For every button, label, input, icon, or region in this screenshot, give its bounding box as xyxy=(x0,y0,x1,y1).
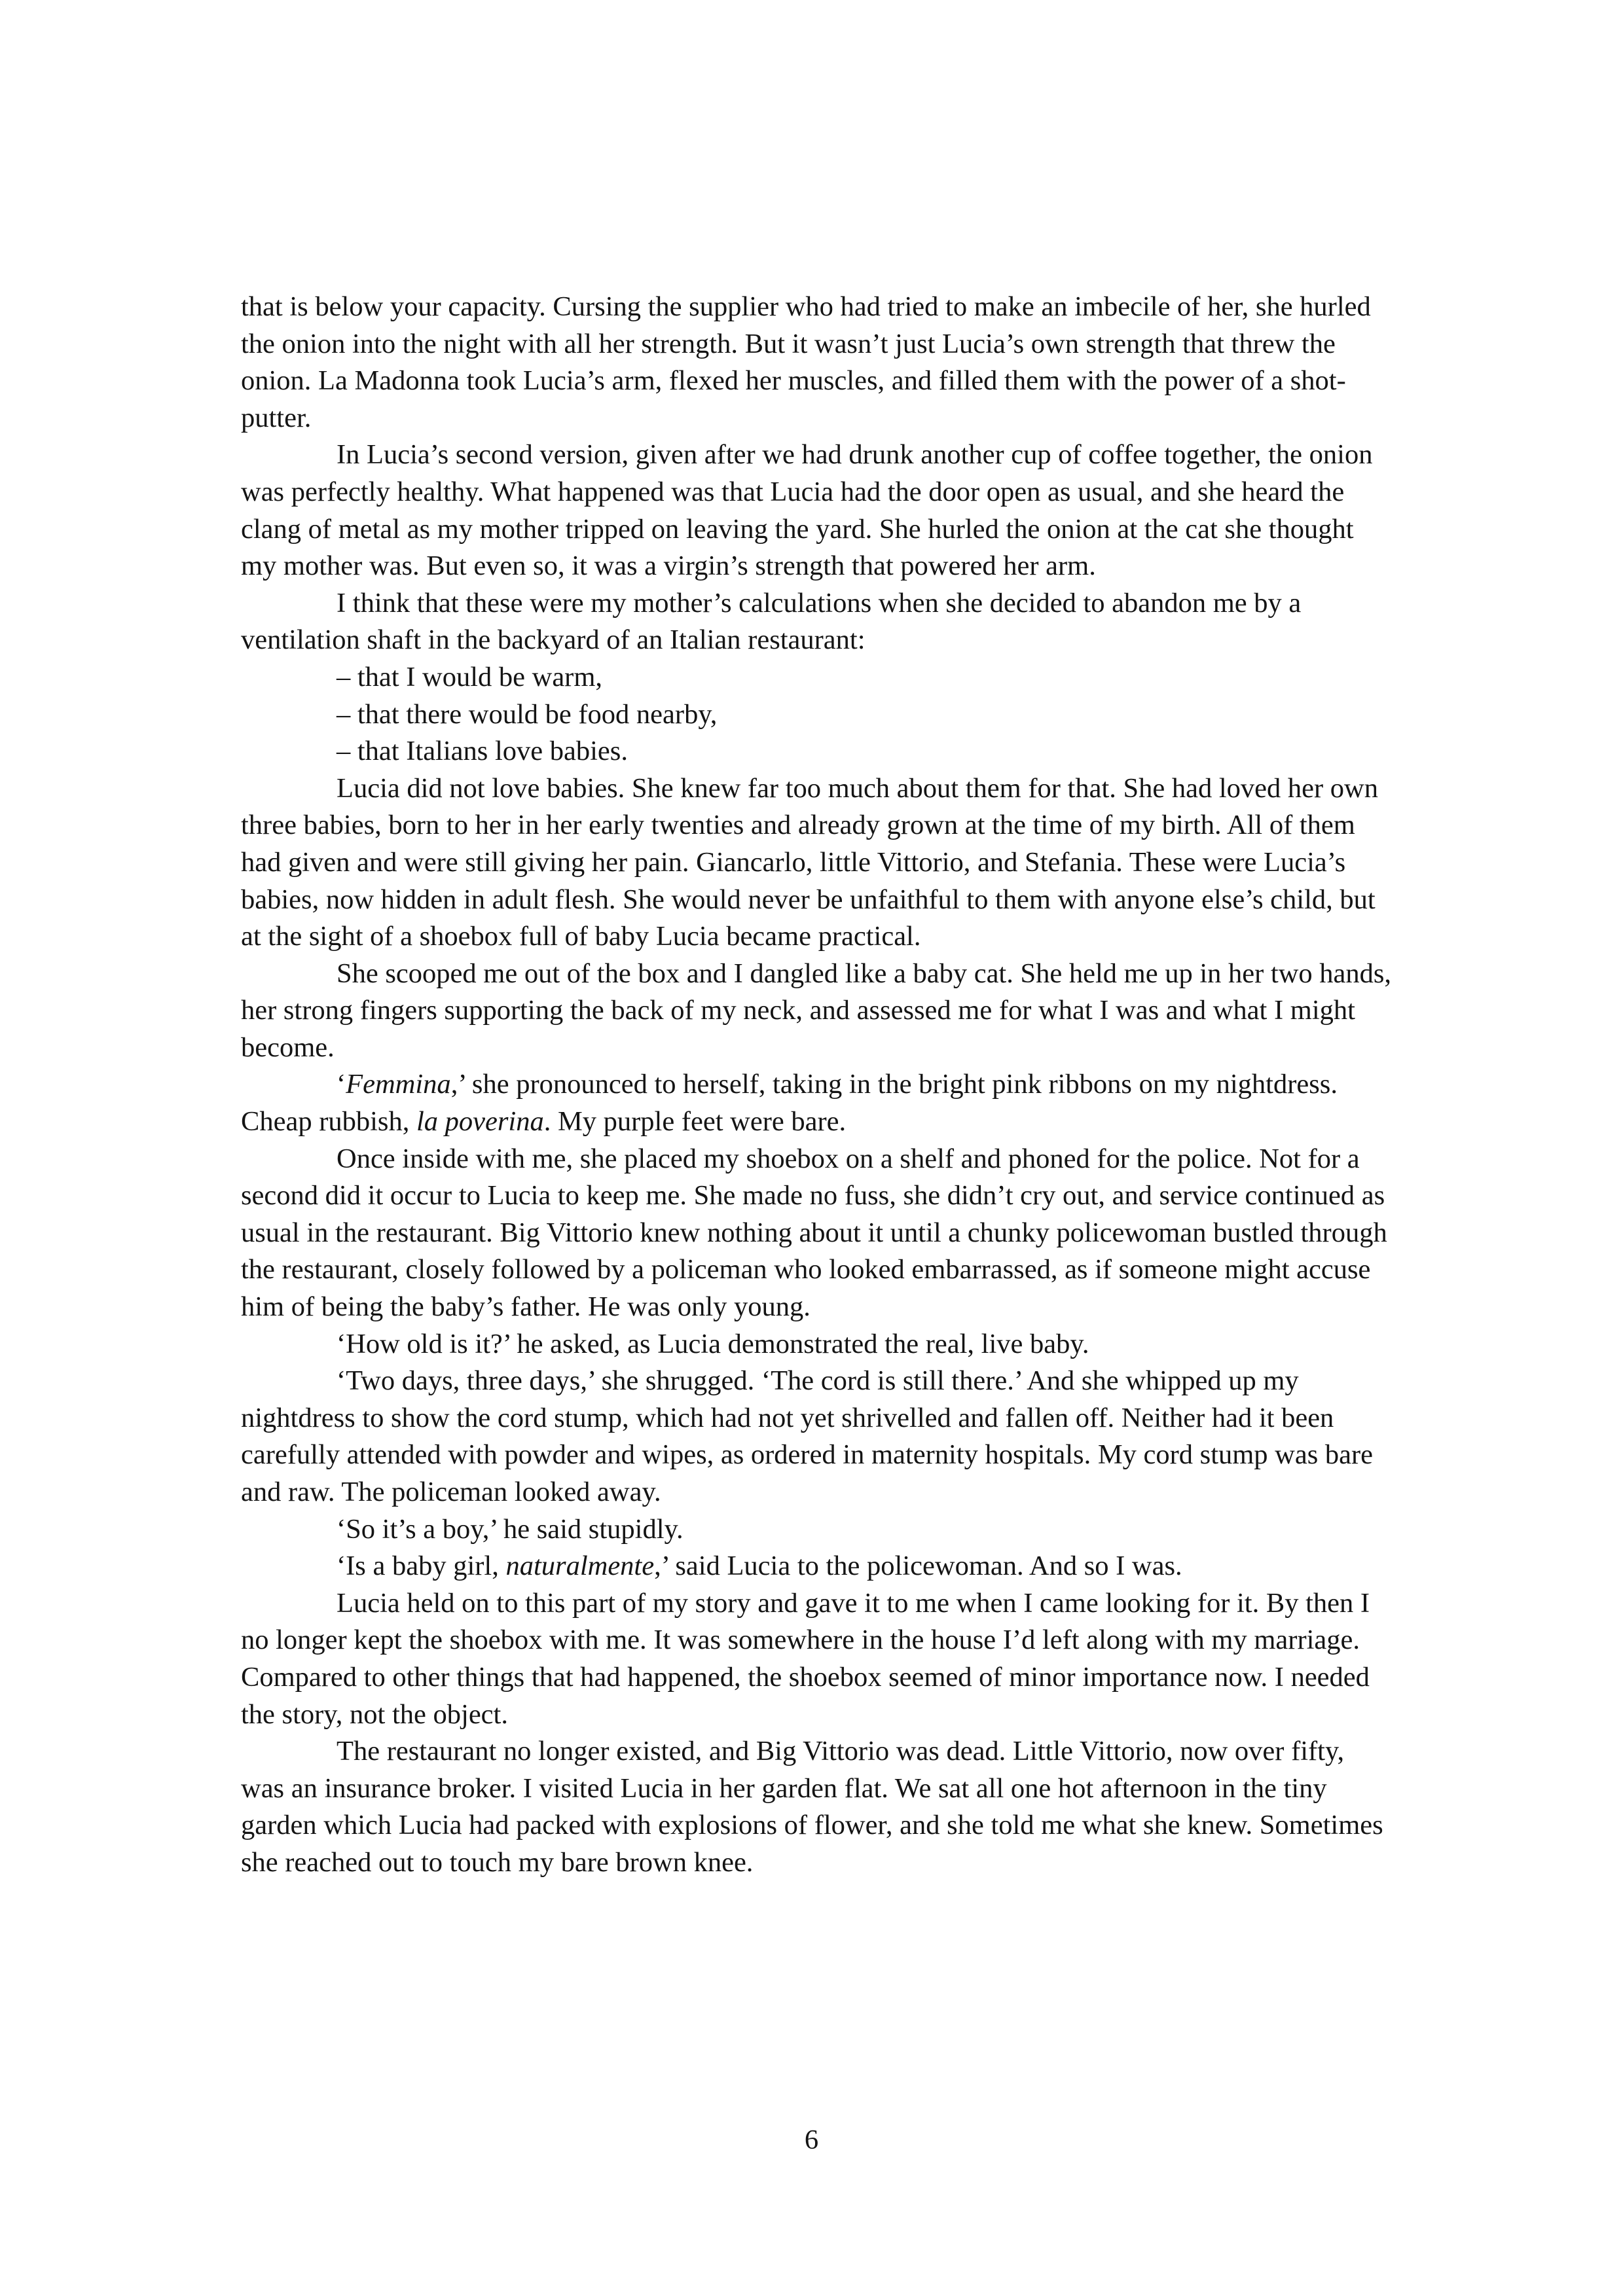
list-item: – that I would be warm, xyxy=(337,661,603,692)
paragraph: ‘How old is it?’ he asked, as Lucia demonstrated the real, live baby. xyxy=(337,1328,1089,1359)
paragraph: She scooped me out of the box and I dangled like a baby cat. She held me up in her two hands, her strong fingers supporting the back of my neck, and assessed me for what I was and what I might become. xyxy=(241,958,1392,1063)
paragraph: Lucia did not love babies. She knew far too much about them for that. She had loved her own three babies, born to her in her early twenties and already grown at the time of my birth. All of them had given and were still giving her pain. Giancarlo, little Vittorio, and Stefania. These were Lucia’s babies, now hidden in adult flesh. She would never be unfaithful to them with anyone else’s child, but at the sight of a shoebox full of baby Lucia became practical. xyxy=(241,772,1378,952)
paragraph: Lucia held on to this part of my story and gave it to me when I came looking for it. By then I no longer kept the shoebox with me. It was somewhere in the house I’d left along with my marriage. Compared to other things that had happened, the shoebox seemed of minor importance now. I needed the story, not the object. xyxy=(241,1587,1370,1730)
paragraph: The restaurant no longer existed, and Big Vittorio was dead. Little Vittorio, now over fifty, was an insurance broker. I visited Lucia in her garden flat. We sat all one hot afternoon in the tiny garden which Lucia had packed with explosions of flower, and she told me what she knew. Sometimes she reached out to touch my bare brown knee. xyxy=(241,1736,1383,1878)
paragraph: I think that these were my mother’s calculations when she decided to abandon me by a ventilation shaft in the backyard of an Italian restaurant: xyxy=(241,587,1302,656)
italic-term: Femmina xyxy=(346,1069,451,1100)
italic-term: la poverina xyxy=(416,1106,544,1138)
paragraph: In Lucia’s second version, given after we had drunk another cup of coffee together, the onion was perfectly healthy. What happened was that Lucia had the door open as usual, and she heard the clang of metal as my mother tripped on leaving the yard. She hurled the onion at the cat she thought my mother was. But even so, it was a virgin’s strength that powered her arm. xyxy=(241,439,1373,582)
paragraph-text: ‘Femmina,’ she pronounced to herself, taking in the bright pink ribbons on my nightdress. Cheap rubbish, la poverina. My purple feet were bare. xyxy=(241,1069,1338,1138)
list-item: – that Italians love babies. xyxy=(337,736,628,767)
page-number: 6 xyxy=(804,2125,819,2155)
paragraph-naturalmente xyxy=(241,1548,1393,1585)
paragraph-femmina xyxy=(241,1066,1393,1140)
paragraph-text: ‘Is a baby girl, naturalmente,’ said Lucia to the policewoman. And so I was. xyxy=(337,1551,1182,1582)
paragraph: that is below your capacity. Cursing the supplier who had tried to make an imbecile of her, she hurled the onion into the night with all her strength. But it wasn’t just Lucia’s own strength that threw the onion. La Madonna took Lucia’s arm, flexed her muscles, and filled them with the power of a shot-putter. xyxy=(241,291,1371,433)
italic-term: naturalmente xyxy=(505,1551,655,1582)
paragraph: Once inside with me, she placed my shoebox on a shelf and phoned for the police. Not for a second did it occur to Lucia to keep me. She made no fuss, she didn’t cry out, and service continued as usual in the restaurant. Big Vittorio knew nothing about it until a chunky policewoman bustled through the restaurant, closely followed by a policeman who looked embarrassed, as if someone might accuse him of being the baby’s father. He was only young. xyxy=(241,1143,1387,1323)
paragraph: ‘So it’s a boy,’ he said stupidly. xyxy=(337,1513,684,1545)
list-item: – that there would be food nearby, xyxy=(337,698,718,730)
paragraph: ‘Two days, three days,’ she shrugged. ‘The cord is still there.’ And she whipped up my nightdress to show the cord stump, which had not yet shrivelled and fallen off. Neither had it been carefully attended with powder and wipes, as ordered in maternity hospitals. My cord stump was bare and raw. The policeman looked away. xyxy=(241,1365,1374,1507)
body-text xyxy=(241,289,1393,1882)
